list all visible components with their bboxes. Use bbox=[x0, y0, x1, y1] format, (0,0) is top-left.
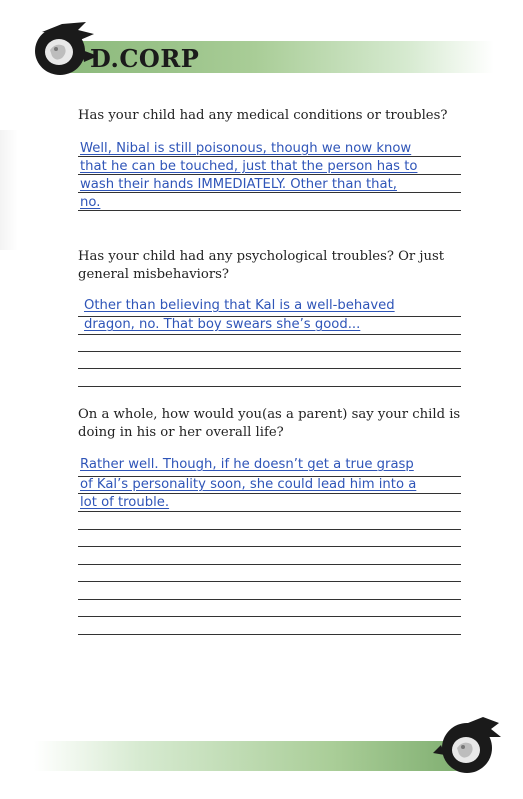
brand-logo-text: D.CORP bbox=[90, 44, 200, 73]
question-line: general misbehaviors? bbox=[78, 267, 229, 282]
answer-rule bbox=[78, 511, 461, 512]
answer-line: no. bbox=[80, 195, 101, 210]
answer-rule bbox=[78, 634, 461, 635]
answer-rule bbox=[78, 192, 461, 193]
answer-rule bbox=[78, 386, 461, 387]
answer-line: of Kal’s personality soon, she could lead him into a bbox=[80, 477, 417, 492]
question-medical: Has your child had any medical conditions or troubles? bbox=[78, 108, 448, 123]
side-strip bbox=[0, 130, 18, 250]
answer-rule bbox=[78, 581, 461, 582]
answer-rule bbox=[78, 493, 461, 494]
dragon-emblem-icon bbox=[433, 715, 503, 777]
answer-rule bbox=[78, 156, 461, 157]
answer-rule bbox=[78, 334, 461, 335]
answer-line: wash their hands IMMEDIATELY. Other than that, bbox=[80, 177, 397, 192]
question-line: doing in his or her overall life? bbox=[78, 425, 284, 440]
answer-line: dragon, no. That boy swears she’s good... bbox=[84, 317, 361, 332]
answer-line: Well, Nibal is still poisonous, though we now know bbox=[80, 141, 412, 156]
answer-rule bbox=[78, 564, 461, 565]
question-psychological bbox=[78, 248, 473, 284]
answer-rule bbox=[78, 174, 461, 175]
answer-line: lot of trouble. bbox=[80, 495, 170, 510]
answer-rule bbox=[78, 546, 461, 547]
footer-band bbox=[34, 741, 464, 771]
answer-line: Other than believing that Kal is a well-behaved bbox=[84, 298, 395, 313]
answer-line: that he can be touched, just that the person has to bbox=[80, 159, 418, 174]
answer-rule bbox=[78, 210, 461, 211]
question-line: On a whole, how would you(as a parent) say your child is bbox=[78, 407, 461, 422]
question-line: Has your child had any psychological troubles? Or just bbox=[78, 249, 445, 264]
answer-rule bbox=[78, 368, 461, 369]
question-overall-life bbox=[78, 406, 473, 442]
answer-rule bbox=[78, 599, 461, 600]
answer-rule bbox=[78, 616, 461, 617]
answer-line: Rather well. Though, if he doesn’t get a true grasp bbox=[80, 457, 414, 472]
answer-rule bbox=[78, 529, 461, 530]
answer-rule bbox=[78, 351, 461, 352]
